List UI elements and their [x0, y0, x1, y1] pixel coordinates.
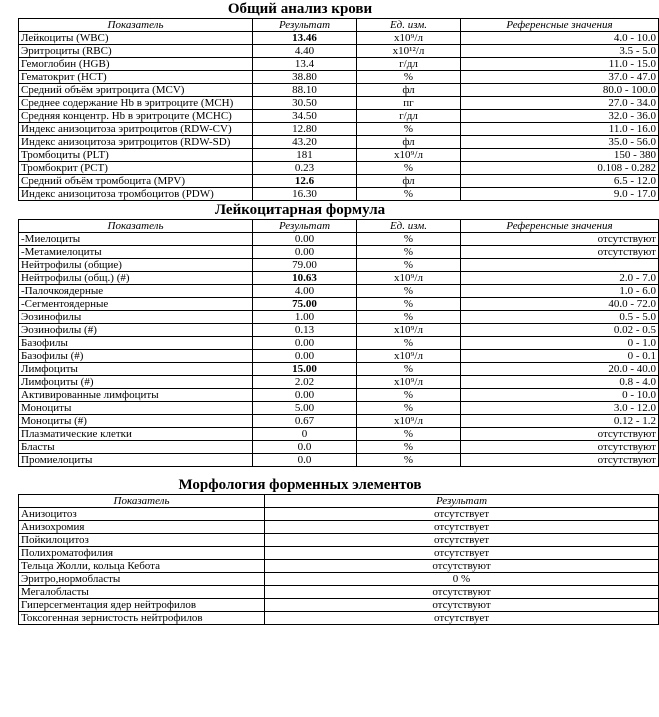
row-value: 12.80 [253, 123, 357, 136]
cbc-header-row [19, 19, 659, 32]
row-value: 0.00 [253, 350, 357, 363]
diff-header-row [19, 220, 659, 233]
table-row [19, 547, 659, 560]
table-row [19, 311, 659, 324]
row-value: 0.00 [253, 337, 357, 350]
row-unit: % [357, 285, 461, 298]
row-value: отсутствуют [265, 586, 659, 599]
row-name: Лимфоциты [19, 363, 253, 376]
row-name: Анизоцитоз [19, 508, 265, 521]
header-result: Результат [265, 495, 659, 508]
row-name: Эозинофилы (#) [19, 324, 253, 337]
row-value: отсутствует [265, 521, 659, 534]
row-value: 0 % [265, 573, 659, 586]
row-unit: пг [357, 97, 461, 110]
row-name: Гиперсегментация ядер нейтрофилов [19, 599, 265, 612]
table-row [19, 560, 659, 573]
row-name: Индекс анизоцитоза эритроцитов (RDW-SD) [19, 136, 253, 149]
row-value: 4.40 [253, 45, 357, 58]
table-row [19, 454, 659, 467]
row-name: Анизохромия [19, 521, 265, 534]
row-ref: 9.0 - 17.0 [461, 188, 659, 201]
row-unit: x10⁹/л [357, 272, 461, 285]
table-row [19, 58, 659, 71]
row-name: Средний объём тромбоцита (MPV) [19, 175, 253, 188]
row-name: Полихроматофилия [19, 547, 265, 560]
row-value: 79.00 [253, 259, 357, 272]
row-value: 5.00 [253, 402, 357, 415]
row-name: Базофилы (#) [19, 350, 253, 363]
morph-title: Морфология форменных элементов [178, 477, 422, 493]
row-ref: отсутствуют [461, 246, 659, 259]
table-row [19, 45, 659, 58]
row-ref: 0.02 - 0.5 [461, 324, 659, 337]
row-ref [461, 259, 659, 272]
row-unit: % [357, 454, 461, 467]
table-row [19, 84, 659, 97]
row-unit: % [357, 363, 461, 376]
row-ref: отсутствуют [461, 233, 659, 246]
row-value: 0.0 [253, 441, 357, 454]
row-unit: % [357, 71, 461, 84]
row-ref: отсутствуют [461, 454, 659, 467]
row-unit: x10¹²/л [357, 45, 461, 58]
row-ref: 150 - 380 [461, 149, 659, 162]
row-name: Гематокрит (HCT) [19, 71, 253, 84]
row-ref: 80.0 - 100.0 [461, 84, 659, 97]
table-row [19, 97, 659, 110]
row-value: 1.00 [253, 311, 357, 324]
row-ref: 6.5 - 12.0 [461, 175, 659, 188]
row-value: 0.13 [253, 324, 357, 337]
row-ref: 0 - 1.0 [461, 337, 659, 350]
row-unit: x10⁹/л [357, 415, 461, 428]
row-ref: отсутствуют [461, 428, 659, 441]
table-row [19, 415, 659, 428]
row-name: Тромбоциты (PLT) [19, 149, 253, 162]
row-value: отсутствует [265, 534, 659, 547]
row-name: -Метамиелоциты [19, 246, 253, 259]
table-row [19, 521, 659, 534]
row-value: отсутствует [265, 508, 659, 521]
row-unit: % [357, 402, 461, 415]
morph-header-row [19, 495, 659, 508]
spacer [0, 467, 600, 476]
row-name: Базофилы [19, 337, 253, 350]
table-row [19, 110, 659, 123]
row-unit: % [357, 389, 461, 402]
row-value: отсутствует [265, 612, 659, 625]
header-unit: Ед. изм. [357, 220, 461, 233]
row-name: Индекс анизоцитоза эритроцитов (RDW-CV) [19, 123, 253, 136]
header-name: Показатель [19, 495, 265, 508]
row-ref: 11.0 - 15.0 [461, 58, 659, 71]
table-row [19, 376, 659, 389]
row-unit: % [357, 123, 461, 136]
row-name: Лейкоциты (WBC) [19, 32, 253, 45]
row-unit: % [357, 162, 461, 175]
row-ref: 20.0 - 40.0 [461, 363, 659, 376]
row-name: Индекс анизоцитоза тромбоцитов (PDW) [19, 188, 253, 201]
row-name: Лимфоциты (#) [19, 376, 253, 389]
row-value: отсутствуют [265, 599, 659, 612]
row-name: -Палочкоядерные [19, 285, 253, 298]
cbc-table [18, 18, 659, 201]
row-name: Плазматические клетки [19, 428, 253, 441]
row-name: Мегалобласты [19, 586, 265, 599]
row-value: отсутствуют [265, 560, 659, 573]
row-name: Моноциты [19, 402, 253, 415]
row-name: Промиелоциты [19, 454, 253, 467]
row-value: 34.50 [253, 110, 357, 123]
row-value: 12.6 [253, 175, 357, 188]
row-ref: 1.0 - 6.0 [461, 285, 659, 298]
table-row [19, 508, 659, 521]
table-row [19, 71, 659, 84]
row-value: 10.63 [253, 272, 357, 285]
row-name: -Миелоциты [19, 233, 253, 246]
row-unit: x10⁹/л [357, 350, 461, 363]
row-value: 0.00 [253, 246, 357, 259]
table-row [19, 298, 659, 311]
header-ref: Референсные значения [461, 220, 659, 233]
header-result: Результат [253, 19, 357, 32]
row-unit: фл [357, 175, 461, 188]
row-value: 0.0 [253, 454, 357, 467]
row-ref: 32.0 - 36.0 [461, 110, 659, 123]
table-row [19, 162, 659, 175]
row-unit: фл [357, 136, 461, 149]
row-value: 16.30 [253, 188, 357, 201]
table-row [19, 233, 659, 246]
row-unit: г/дл [357, 58, 461, 71]
row-unit: % [357, 311, 461, 324]
row-name: Бласты [19, 441, 253, 454]
table-row [19, 534, 659, 547]
row-unit: % [357, 298, 461, 311]
row-value: 13.4 [253, 58, 357, 71]
row-unit: % [357, 337, 461, 350]
row-ref: 3.0 - 12.0 [461, 402, 659, 415]
row-ref: 0.108 - 0.282 [461, 162, 659, 175]
row-unit: % [357, 233, 461, 246]
row-unit: x10⁹/л [357, 324, 461, 337]
table-row [19, 441, 659, 454]
table-row [19, 188, 659, 201]
header-name: Показатель [19, 19, 253, 32]
row-unit: г/дл [357, 110, 461, 123]
table-row [19, 175, 659, 188]
row-name: Нейтрофилы (общие) [19, 259, 253, 272]
row-value: 0.23 [253, 162, 357, 175]
row-ref: 0.5 - 5.0 [461, 311, 659, 324]
row-value: 2.02 [253, 376, 357, 389]
row-ref: 4.0 - 10.0 [461, 32, 659, 45]
row-value: 4.00 [253, 285, 357, 298]
table-row [19, 573, 659, 586]
row-ref: 40.0 - 72.0 [461, 298, 659, 311]
row-value: 0 [253, 428, 357, 441]
table-row [19, 123, 659, 136]
row-ref: 0 - 0.1 [461, 350, 659, 363]
row-unit: % [357, 428, 461, 441]
row-ref: отсутствуют [461, 441, 659, 454]
table-row [19, 259, 659, 272]
row-ref: 27.0 - 34.0 [461, 97, 659, 110]
table-row [19, 324, 659, 337]
table-row [19, 32, 659, 45]
row-ref: 11.0 - 16.0 [461, 123, 659, 136]
row-unit: % [357, 188, 461, 201]
row-name: Тельца Жолли, кольца Кебота [19, 560, 265, 573]
row-value: 181 [253, 149, 357, 162]
row-value: 30.50 [253, 97, 357, 110]
diff-title: Лейкоцитарная формула [214, 202, 386, 218]
row-value: 43.20 [253, 136, 357, 149]
row-value: 38.80 [253, 71, 357, 84]
row-value: 88.10 [253, 84, 357, 97]
row-value: 13.46 [253, 32, 357, 45]
cbc-title: Общий анализ крови [227, 1, 373, 17]
row-name: Активированные лимфоциты [19, 389, 253, 402]
row-value: отсутствует [265, 547, 659, 560]
table-row [19, 246, 659, 259]
table-row [19, 363, 659, 376]
table-row [19, 337, 659, 350]
header-name: Показатель [19, 220, 253, 233]
table-row [19, 586, 659, 599]
table-row [19, 612, 659, 625]
table-row [19, 599, 659, 612]
cbc-rows [19, 32, 659, 201]
morph-table [18, 494, 659, 625]
table-row [19, 272, 659, 285]
header-unit: Ед. изм. [357, 19, 461, 32]
row-name: Эритро,нормобласты [19, 573, 265, 586]
row-name: Средняя концентр. Hb в эритроците (MCHC) [19, 110, 253, 123]
row-ref: 3.5 - 5.0 [461, 45, 659, 58]
row-ref: 0 - 10.0 [461, 389, 659, 402]
row-value: 0.00 [253, 233, 357, 246]
row-name: Гемоглобин (HGB) [19, 58, 253, 71]
row-ref: 35.0 - 56.0 [461, 136, 659, 149]
row-name: Средний объём эритроцита (MCV) [19, 84, 253, 97]
row-name: Пойкилоцитоз [19, 534, 265, 547]
table-row [19, 428, 659, 441]
row-name: Нейтрофилы (общ.) (#) [19, 272, 253, 285]
row-unit: % [357, 246, 461, 259]
row-name: Эритроциты (RBC) [19, 45, 253, 58]
row-name: Токсогенная зернистость нейтрофилов [19, 612, 265, 625]
table-row [19, 389, 659, 402]
header-result: Результат [253, 220, 357, 233]
row-name: Эозинофилы [19, 311, 253, 324]
row-unit: x10⁹/л [357, 376, 461, 389]
row-unit: x10⁹/л [357, 149, 461, 162]
table-row [19, 350, 659, 363]
table-row [19, 149, 659, 162]
diff-table [18, 219, 659, 467]
row-ref: 0.8 - 4.0 [461, 376, 659, 389]
row-unit: фл [357, 84, 461, 97]
row-ref: 37.0 - 47.0 [461, 71, 659, 84]
row-name: Среднее содержание Hb в эритроците (MCH) [19, 97, 253, 110]
diff-rows [19, 233, 659, 467]
row-ref: 0.12 - 1.2 [461, 415, 659, 428]
row-unit: % [357, 441, 461, 454]
row-name: -Сегментоядерные [19, 298, 253, 311]
row-value: 15.00 [253, 363, 357, 376]
row-unit: x10⁹/л [357, 32, 461, 45]
row-value: 0.00 [253, 389, 357, 402]
row-unit: % [357, 259, 461, 272]
row-name: Моноциты (#) [19, 415, 253, 428]
table-row [19, 285, 659, 298]
row-name: Тромбокрит (PCT) [19, 162, 253, 175]
morph-rows [19, 508, 659, 625]
row-value: 0.67 [253, 415, 357, 428]
table-row [19, 402, 659, 415]
row-value: 75.00 [253, 298, 357, 311]
header-ref: Референсные значения [461, 19, 659, 32]
table-row [19, 136, 659, 149]
row-ref: 2.0 - 7.0 [461, 272, 659, 285]
